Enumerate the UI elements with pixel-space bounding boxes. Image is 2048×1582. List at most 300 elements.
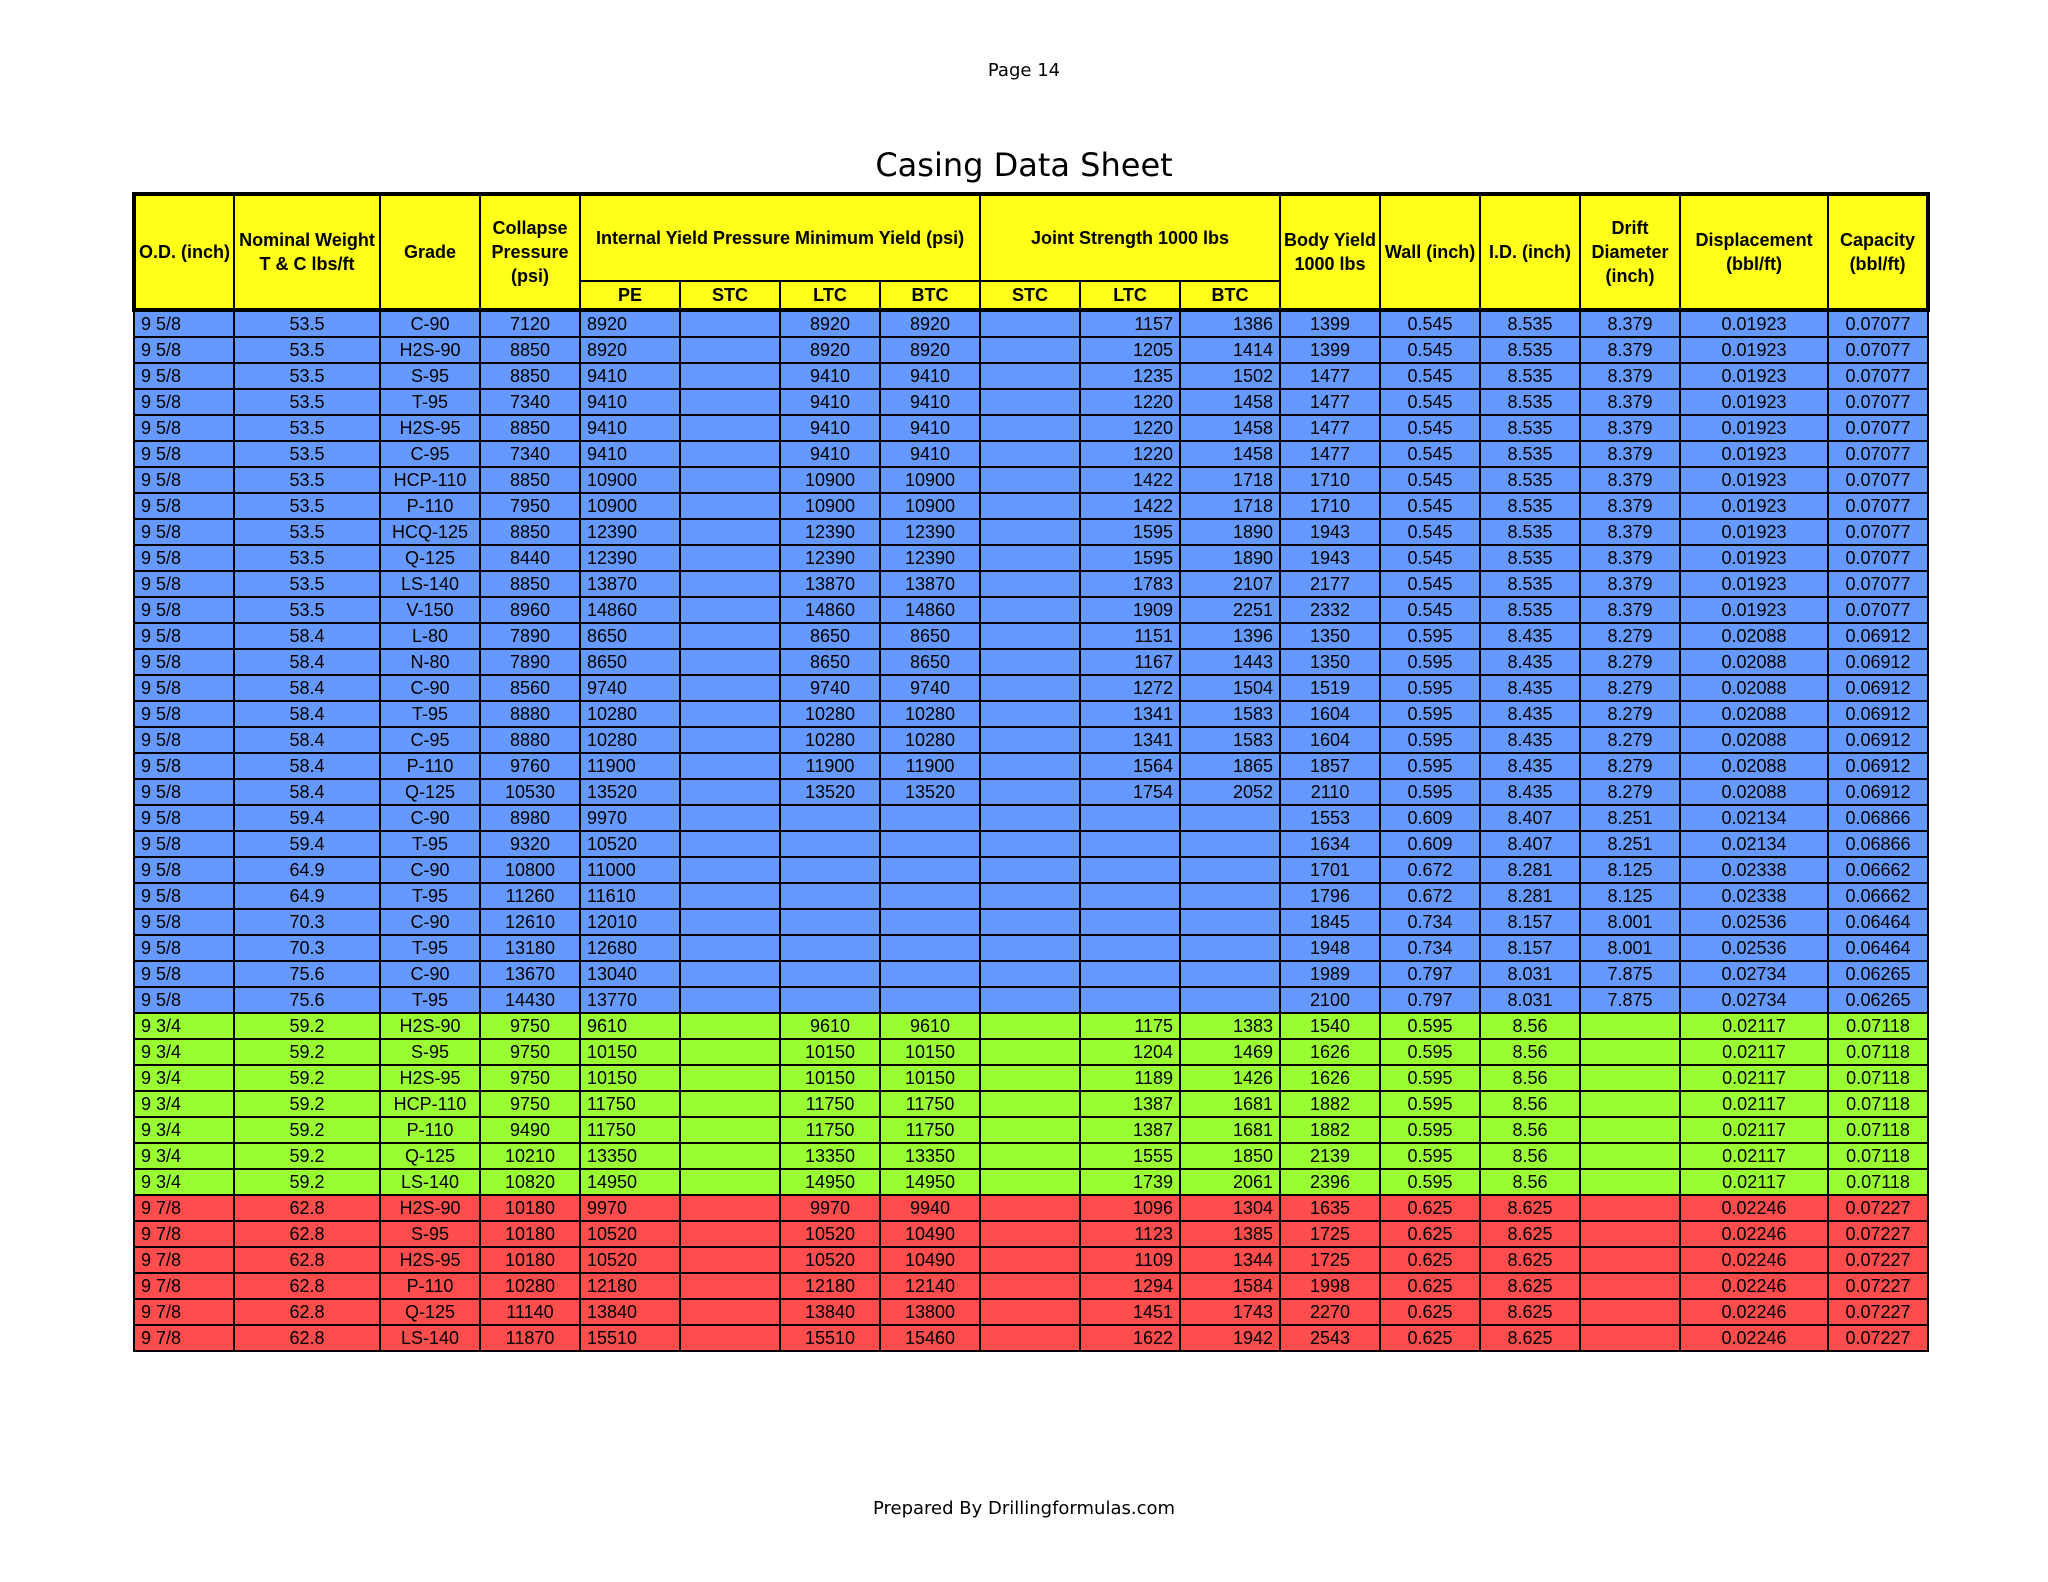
header-iy-btc: BTC bbox=[880, 281, 980, 310]
cell-body-yield: 2177 bbox=[1280, 571, 1380, 597]
cell-body-yield: 1725 bbox=[1280, 1247, 1380, 1273]
cell-js-ltc: 1204 bbox=[1080, 1039, 1180, 1065]
cell-iy-stc bbox=[680, 363, 780, 389]
cell-js-stc bbox=[980, 493, 1080, 519]
cell-weight: 53.5 bbox=[234, 363, 380, 389]
cell-iy-pe: 9740 bbox=[580, 675, 680, 701]
cell-weight: 58.4 bbox=[234, 701, 380, 727]
table-row bbox=[134, 857, 1928, 883]
cell-wall: 0.672 bbox=[1380, 857, 1480, 883]
cell-id: 8.625 bbox=[1480, 1195, 1580, 1221]
cell-iy-btc: 9410 bbox=[880, 441, 980, 467]
cell-drift: 8.379 bbox=[1580, 310, 1680, 337]
cell-collapse: 8880 bbox=[480, 727, 580, 753]
cell-iy-ltc: 15510 bbox=[780, 1325, 880, 1351]
cell-iy-pe: 9610 bbox=[580, 1013, 680, 1039]
cell-weight: 62.8 bbox=[234, 1299, 380, 1325]
cell-displacement: 0.02246 bbox=[1680, 1247, 1828, 1273]
cell-js-ltc bbox=[1080, 935, 1180, 961]
cell-weight: 59.2 bbox=[234, 1169, 380, 1195]
cell-js-stc bbox=[980, 727, 1080, 753]
cell-collapse: 13670 bbox=[480, 961, 580, 987]
cell-drift: 8.001 bbox=[1580, 909, 1680, 935]
cell-drift bbox=[1580, 1143, 1680, 1169]
cell-js-ltc: 1387 bbox=[1080, 1091, 1180, 1117]
cell-drift bbox=[1580, 1221, 1680, 1247]
cell-drift: 8.001 bbox=[1580, 935, 1680, 961]
cell-wall: 0.595 bbox=[1380, 1039, 1480, 1065]
cell-collapse: 8850 bbox=[480, 571, 580, 597]
table-row bbox=[134, 1325, 1928, 1351]
cell-js-ltc: 1220 bbox=[1080, 389, 1180, 415]
header-grade: Grade bbox=[380, 194, 480, 310]
cell-capacity: 0.07077 bbox=[1828, 467, 1928, 493]
cell-iy-stc bbox=[680, 1221, 780, 1247]
cell-capacity: 0.06912 bbox=[1828, 675, 1928, 701]
cell-body-yield: 1540 bbox=[1280, 1013, 1380, 1039]
cell-js-btc: 1681 bbox=[1180, 1091, 1280, 1117]
cell-collapse: 11870 bbox=[480, 1325, 580, 1351]
cell-iy-ltc: 13870 bbox=[780, 571, 880, 597]
cell-js-btc bbox=[1180, 909, 1280, 935]
cell-body-yield: 1882 bbox=[1280, 1091, 1380, 1117]
cell-id: 8.031 bbox=[1480, 987, 1580, 1013]
cell-iy-btc: 10150 bbox=[880, 1039, 980, 1065]
cell-iy-ltc: 9410 bbox=[780, 415, 880, 441]
cell-wall: 0.609 bbox=[1380, 831, 1480, 857]
cell-displacement: 0.01923 bbox=[1680, 571, 1828, 597]
cell-iy-pe: 10280 bbox=[580, 701, 680, 727]
cell-iy-ltc bbox=[780, 987, 880, 1013]
cell-wall: 0.625 bbox=[1380, 1247, 1480, 1273]
cell-od: 9 5/8 bbox=[134, 831, 234, 857]
cell-js-ltc: 1109 bbox=[1080, 1247, 1180, 1273]
cell-collapse: 8850 bbox=[480, 415, 580, 441]
cell-iy-btc: 8650 bbox=[880, 649, 980, 675]
cell-grade: P-110 bbox=[380, 1117, 480, 1143]
cell-js-ltc bbox=[1080, 857, 1180, 883]
cell-wall: 0.545 bbox=[1380, 310, 1480, 337]
table-row bbox=[134, 571, 1928, 597]
cell-id: 8.407 bbox=[1480, 831, 1580, 857]
cell-collapse: 9750 bbox=[480, 1039, 580, 1065]
cell-id: 8.281 bbox=[1480, 857, 1580, 883]
cell-displacement: 0.02134 bbox=[1680, 805, 1828, 831]
cell-iy-ltc: 10900 bbox=[780, 493, 880, 519]
cell-js-ltc: 1220 bbox=[1080, 415, 1180, 441]
table-row bbox=[134, 337, 1928, 363]
cell-od: 9 5/8 bbox=[134, 363, 234, 389]
casing-data-table bbox=[132, 192, 1930, 1352]
cell-capacity: 0.07077 bbox=[1828, 493, 1928, 519]
cell-collapse: 9490 bbox=[480, 1117, 580, 1143]
cell-od: 9 5/8 bbox=[134, 675, 234, 701]
cell-od: 9 5/8 bbox=[134, 883, 234, 909]
cell-weight: 53.5 bbox=[234, 493, 380, 519]
cell-id: 8.56 bbox=[1480, 1013, 1580, 1039]
cell-iy-btc bbox=[880, 987, 980, 1013]
cell-displacement: 0.02246 bbox=[1680, 1221, 1828, 1247]
cell-grade: T-95 bbox=[380, 389, 480, 415]
cell-displacement: 0.01923 bbox=[1680, 441, 1828, 467]
cell-js-btc: 1458 bbox=[1180, 415, 1280, 441]
cell-wall: 0.545 bbox=[1380, 337, 1480, 363]
cell-capacity: 0.07077 bbox=[1828, 363, 1928, 389]
cell-js-ltc: 1272 bbox=[1080, 675, 1180, 701]
cell-body-yield: 1350 bbox=[1280, 623, 1380, 649]
cell-js-ltc: 1220 bbox=[1080, 441, 1180, 467]
cell-iy-ltc bbox=[780, 935, 880, 961]
header-weight: Nominal Weight T & C lbs/ft bbox=[234, 194, 380, 310]
cell-iy-pe: 11750 bbox=[580, 1091, 680, 1117]
cell-iy-btc: 9410 bbox=[880, 415, 980, 441]
cell-weight: 64.9 bbox=[234, 857, 380, 883]
cell-iy-ltc bbox=[780, 857, 880, 883]
cell-body-yield: 1998 bbox=[1280, 1273, 1380, 1299]
cell-weight: 62.8 bbox=[234, 1273, 380, 1299]
cell-wall: 0.595 bbox=[1380, 623, 1480, 649]
cell-iy-ltc: 10280 bbox=[780, 701, 880, 727]
header-wall: Wall (inch) bbox=[1380, 194, 1480, 310]
cell-displacement: 0.01923 bbox=[1680, 519, 1828, 545]
table-row bbox=[134, 1143, 1928, 1169]
cell-body-yield: 1796 bbox=[1280, 883, 1380, 909]
cell-iy-pe: 8920 bbox=[580, 337, 680, 363]
cell-grade: HCP-110 bbox=[380, 1091, 480, 1117]
cell-weight: 62.8 bbox=[234, 1221, 380, 1247]
header-js-btc: BTC bbox=[1180, 281, 1280, 310]
cell-iy-btc: 13520 bbox=[880, 779, 980, 805]
cell-grade: Q-125 bbox=[380, 1143, 480, 1169]
cell-js-stc bbox=[980, 519, 1080, 545]
cell-od: 9 7/8 bbox=[134, 1273, 234, 1299]
cell-body-yield: 1710 bbox=[1280, 493, 1380, 519]
table-row bbox=[134, 389, 1928, 415]
cell-iy-pe: 11750 bbox=[580, 1117, 680, 1143]
table-row bbox=[134, 1299, 1928, 1325]
cell-capacity: 0.07077 bbox=[1828, 441, 1928, 467]
cell-js-stc bbox=[980, 363, 1080, 389]
cell-iy-btc: 9940 bbox=[880, 1195, 980, 1221]
cell-collapse: 8850 bbox=[480, 363, 580, 389]
cell-capacity: 0.07227 bbox=[1828, 1247, 1928, 1273]
cell-iy-btc bbox=[880, 857, 980, 883]
cell-capacity: 0.07077 bbox=[1828, 389, 1928, 415]
cell-weight: 70.3 bbox=[234, 935, 380, 961]
cell-js-stc bbox=[980, 1013, 1080, 1039]
table-row bbox=[134, 415, 1928, 441]
cell-iy-btc: 10900 bbox=[880, 493, 980, 519]
cell-displacement: 0.01923 bbox=[1680, 467, 1828, 493]
cell-drift bbox=[1580, 1065, 1680, 1091]
cell-js-btc bbox=[1180, 961, 1280, 987]
cell-id: 8.435 bbox=[1480, 779, 1580, 805]
cell-weight: 58.4 bbox=[234, 753, 380, 779]
cell-js-ltc: 1451 bbox=[1080, 1299, 1180, 1325]
cell-od: 9 3/4 bbox=[134, 1143, 234, 1169]
cell-od: 9 5/8 bbox=[134, 909, 234, 935]
cell-iy-pe: 11900 bbox=[580, 753, 680, 779]
cell-drift bbox=[1580, 1247, 1680, 1273]
cell-iy-pe: 8920 bbox=[580, 310, 680, 337]
cell-weight: 58.4 bbox=[234, 727, 380, 753]
cell-displacement: 0.01923 bbox=[1680, 363, 1828, 389]
cell-body-yield: 1477 bbox=[1280, 363, 1380, 389]
cell-id: 8.56 bbox=[1480, 1143, 1580, 1169]
cell-iy-ltc: 9410 bbox=[780, 441, 880, 467]
cell-weight: 59.2 bbox=[234, 1013, 380, 1039]
header-joint-strength: Joint Strength 1000 lbs bbox=[980, 194, 1280, 281]
cell-collapse: 8850 bbox=[480, 467, 580, 493]
cell-id: 8.535 bbox=[1480, 363, 1580, 389]
cell-displacement: 0.01923 bbox=[1680, 310, 1828, 337]
cell-iy-btc: 11900 bbox=[880, 753, 980, 779]
cell-displacement: 0.02734 bbox=[1680, 961, 1828, 987]
cell-js-ltc: 1422 bbox=[1080, 493, 1180, 519]
cell-collapse: 10180 bbox=[480, 1247, 580, 1273]
cell-iy-btc: 12140 bbox=[880, 1273, 980, 1299]
table-row bbox=[134, 987, 1928, 1013]
cell-od: 9 5/8 bbox=[134, 753, 234, 779]
cell-od: 9 3/4 bbox=[134, 1091, 234, 1117]
cell-iy-btc: 10150 bbox=[880, 1065, 980, 1091]
cell-js-ltc: 1739 bbox=[1080, 1169, 1180, 1195]
cell-od: 9 7/8 bbox=[134, 1221, 234, 1247]
cell-drift bbox=[1580, 1169, 1680, 1195]
cell-drift: 8.379 bbox=[1580, 441, 1680, 467]
cell-drift bbox=[1580, 1117, 1680, 1143]
cell-collapse: 8960 bbox=[480, 597, 580, 623]
cell-wall: 0.595 bbox=[1380, 779, 1480, 805]
cell-js-stc bbox=[980, 545, 1080, 571]
cell-grade: V-150 bbox=[380, 597, 480, 623]
cell-iy-ltc: 13350 bbox=[780, 1143, 880, 1169]
table-row bbox=[134, 1039, 1928, 1065]
cell-iy-stc bbox=[680, 805, 780, 831]
cell-iy-stc bbox=[680, 935, 780, 961]
cell-weight: 75.6 bbox=[234, 961, 380, 987]
cell-drift: 8.279 bbox=[1580, 727, 1680, 753]
cell-js-stc bbox=[980, 415, 1080, 441]
cell-js-stc bbox=[980, 987, 1080, 1013]
cell-drift bbox=[1580, 1273, 1680, 1299]
cell-iy-ltc: 11750 bbox=[780, 1091, 880, 1117]
cell-iy-ltc: 13520 bbox=[780, 779, 880, 805]
cell-id: 8.535 bbox=[1480, 519, 1580, 545]
cell-collapse: 7950 bbox=[480, 493, 580, 519]
cell-iy-pe: 10520 bbox=[580, 1221, 680, 1247]
cell-id: 8.435 bbox=[1480, 753, 1580, 779]
cell-js-ltc: 1387 bbox=[1080, 1117, 1180, 1143]
cell-iy-btc: 9410 bbox=[880, 363, 980, 389]
cell-od: 9 5/8 bbox=[134, 623, 234, 649]
cell-od: 9 5/8 bbox=[134, 415, 234, 441]
cell-displacement: 0.02088 bbox=[1680, 675, 1828, 701]
cell-body-yield: 1882 bbox=[1280, 1117, 1380, 1143]
cell-js-btc: 1386 bbox=[1180, 310, 1280, 337]
cell-iy-pe: 10150 bbox=[580, 1039, 680, 1065]
cell-js-ltc: 1151 bbox=[1080, 623, 1180, 649]
header-drift: Drift Diameter (inch) bbox=[1580, 194, 1680, 310]
cell-drift: 8.379 bbox=[1580, 571, 1680, 597]
cell-iy-stc bbox=[680, 753, 780, 779]
cell-iy-ltc: 10520 bbox=[780, 1221, 880, 1247]
cell-collapse: 7890 bbox=[480, 623, 580, 649]
cell-grade: T-95 bbox=[380, 883, 480, 909]
cell-iy-pe: 13350 bbox=[580, 1143, 680, 1169]
cell-drift: 8.379 bbox=[1580, 597, 1680, 623]
cell-wall: 0.545 bbox=[1380, 519, 1480, 545]
cell-grade: T-95 bbox=[380, 701, 480, 727]
cell-body-yield: 1948 bbox=[1280, 935, 1380, 961]
header-od: O.D. (inch) bbox=[134, 194, 234, 310]
cell-displacement: 0.01923 bbox=[1680, 389, 1828, 415]
cell-wall: 0.545 bbox=[1380, 441, 1480, 467]
cell-js-ltc bbox=[1080, 961, 1180, 987]
cell-capacity: 0.07118 bbox=[1828, 1143, 1928, 1169]
cell-iy-stc bbox=[680, 779, 780, 805]
cell-drift: 8.125 bbox=[1580, 857, 1680, 883]
cell-js-stc bbox=[980, 935, 1080, 961]
cell-iy-stc bbox=[680, 545, 780, 571]
cell-grade: C-95 bbox=[380, 727, 480, 753]
cell-js-btc: 1385 bbox=[1180, 1221, 1280, 1247]
cell-js-stc bbox=[980, 1169, 1080, 1195]
cell-displacement: 0.02088 bbox=[1680, 753, 1828, 779]
cell-body-yield: 2396 bbox=[1280, 1169, 1380, 1195]
cell-iy-pe: 12180 bbox=[580, 1273, 680, 1299]
cell-od: 9 5/8 bbox=[134, 441, 234, 467]
cell-js-stc bbox=[980, 310, 1080, 337]
cell-grade: H2S-90 bbox=[380, 1195, 480, 1221]
cell-iy-btc: 15460 bbox=[880, 1325, 980, 1351]
cell-iy-pe: 10900 bbox=[580, 493, 680, 519]
cell-body-yield: 1477 bbox=[1280, 441, 1380, 467]
cell-weight: 53.5 bbox=[234, 467, 380, 493]
cell-iy-pe: 10900 bbox=[580, 467, 680, 493]
cell-wall: 0.545 bbox=[1380, 467, 1480, 493]
cell-js-btc: 1583 bbox=[1180, 701, 1280, 727]
cell-weight: 53.5 bbox=[234, 337, 380, 363]
table-row bbox=[134, 1117, 1928, 1143]
cell-displacement: 0.02734 bbox=[1680, 987, 1828, 1013]
cell-iy-pe: 10520 bbox=[580, 1247, 680, 1273]
cell-displacement: 0.01923 bbox=[1680, 493, 1828, 519]
cell-wall: 0.595 bbox=[1380, 1091, 1480, 1117]
cell-collapse: 10180 bbox=[480, 1221, 580, 1247]
cell-iy-btc bbox=[880, 961, 980, 987]
cell-js-btc: 1865 bbox=[1180, 753, 1280, 779]
cell-wall: 0.545 bbox=[1380, 415, 1480, 441]
cell-drift bbox=[1580, 1013, 1680, 1039]
cell-iy-ltc: 10520 bbox=[780, 1247, 880, 1273]
cell-displacement: 0.02134 bbox=[1680, 831, 1828, 857]
cell-drift bbox=[1580, 1039, 1680, 1065]
cell-id: 8.435 bbox=[1480, 675, 1580, 701]
cell-iy-ltc: 11900 bbox=[780, 753, 880, 779]
cell-iy-btc: 14950 bbox=[880, 1169, 980, 1195]
cell-od: 9 7/8 bbox=[134, 1195, 234, 1221]
cell-iy-ltc bbox=[780, 883, 880, 909]
cell-iy-stc bbox=[680, 519, 780, 545]
cell-body-yield: 2110 bbox=[1280, 779, 1380, 805]
cell-weight: 58.4 bbox=[234, 623, 380, 649]
cell-iy-pe: 12390 bbox=[580, 519, 680, 545]
cell-grade: C-90 bbox=[380, 961, 480, 987]
cell-body-yield: 1604 bbox=[1280, 701, 1380, 727]
cell-iy-ltc: 8650 bbox=[780, 623, 880, 649]
cell-iy-pe: 10150 bbox=[580, 1065, 680, 1091]
cell-iy-btc: 13800 bbox=[880, 1299, 980, 1325]
cell-js-stc bbox=[980, 597, 1080, 623]
cell-iy-stc bbox=[680, 831, 780, 857]
cell-weight: 53.5 bbox=[234, 415, 380, 441]
cell-iy-btc: 10490 bbox=[880, 1221, 980, 1247]
cell-wall: 0.734 bbox=[1380, 935, 1480, 961]
cell-id: 8.407 bbox=[1480, 805, 1580, 831]
cell-js-stc bbox=[980, 753, 1080, 779]
cell-body-yield: 2139 bbox=[1280, 1143, 1380, 1169]
cell-iy-pe: 9970 bbox=[580, 1195, 680, 1221]
cell-wall: 0.595 bbox=[1380, 727, 1480, 753]
cell-iy-btc: 10490 bbox=[880, 1247, 980, 1273]
cell-iy-stc bbox=[680, 1143, 780, 1169]
cell-drift: 8.279 bbox=[1580, 649, 1680, 675]
header-iy-ltc: LTC bbox=[780, 281, 880, 310]
cell-grade: C-90 bbox=[380, 805, 480, 831]
cell-iy-btc: 12390 bbox=[880, 545, 980, 571]
cell-iy-ltc: 8920 bbox=[780, 337, 880, 363]
cell-wall: 0.595 bbox=[1380, 675, 1480, 701]
cell-body-yield: 1943 bbox=[1280, 519, 1380, 545]
cell-js-stc bbox=[980, 1039, 1080, 1065]
cell-iy-pe: 14950 bbox=[580, 1169, 680, 1195]
cell-wall: 0.625 bbox=[1380, 1195, 1480, 1221]
cell-js-stc bbox=[980, 675, 1080, 701]
cell-od: 9 3/4 bbox=[134, 1117, 234, 1143]
cell-id: 8.435 bbox=[1480, 623, 1580, 649]
cell-capacity: 0.07227 bbox=[1828, 1273, 1928, 1299]
cell-wall: 0.625 bbox=[1380, 1221, 1480, 1247]
cell-grade: C-90 bbox=[380, 909, 480, 935]
cell-js-ltc: 1555 bbox=[1080, 1143, 1180, 1169]
cell-collapse: 12610 bbox=[480, 909, 580, 935]
cell-iy-pe: 9970 bbox=[580, 805, 680, 831]
cell-drift bbox=[1580, 1325, 1680, 1351]
cell-weight: 59.2 bbox=[234, 1065, 380, 1091]
table-header bbox=[134, 194, 1928, 310]
table-row bbox=[134, 1247, 1928, 1273]
cell-weight: 53.5 bbox=[234, 519, 380, 545]
cell-od: 9 5/8 bbox=[134, 961, 234, 987]
cell-js-stc bbox=[980, 441, 1080, 467]
cell-drift: 8.379 bbox=[1580, 493, 1680, 519]
cell-weight: 58.4 bbox=[234, 675, 380, 701]
cell-drift: 8.379 bbox=[1580, 337, 1680, 363]
cell-js-ltc: 1167 bbox=[1080, 649, 1180, 675]
cell-iy-pe: 9410 bbox=[580, 415, 680, 441]
cell-displacement: 0.02246 bbox=[1680, 1299, 1828, 1325]
cell-weight: 53.5 bbox=[234, 441, 380, 467]
table-row bbox=[134, 883, 1928, 909]
cell-collapse: 10800 bbox=[480, 857, 580, 883]
cell-grade: C-90 bbox=[380, 310, 480, 337]
cell-drift: 8.379 bbox=[1580, 415, 1680, 441]
cell-od: 9 5/8 bbox=[134, 779, 234, 805]
cell-js-ltc: 1157 bbox=[1080, 310, 1180, 337]
cell-js-stc bbox=[980, 467, 1080, 493]
cell-js-btc: 2107 bbox=[1180, 571, 1280, 597]
